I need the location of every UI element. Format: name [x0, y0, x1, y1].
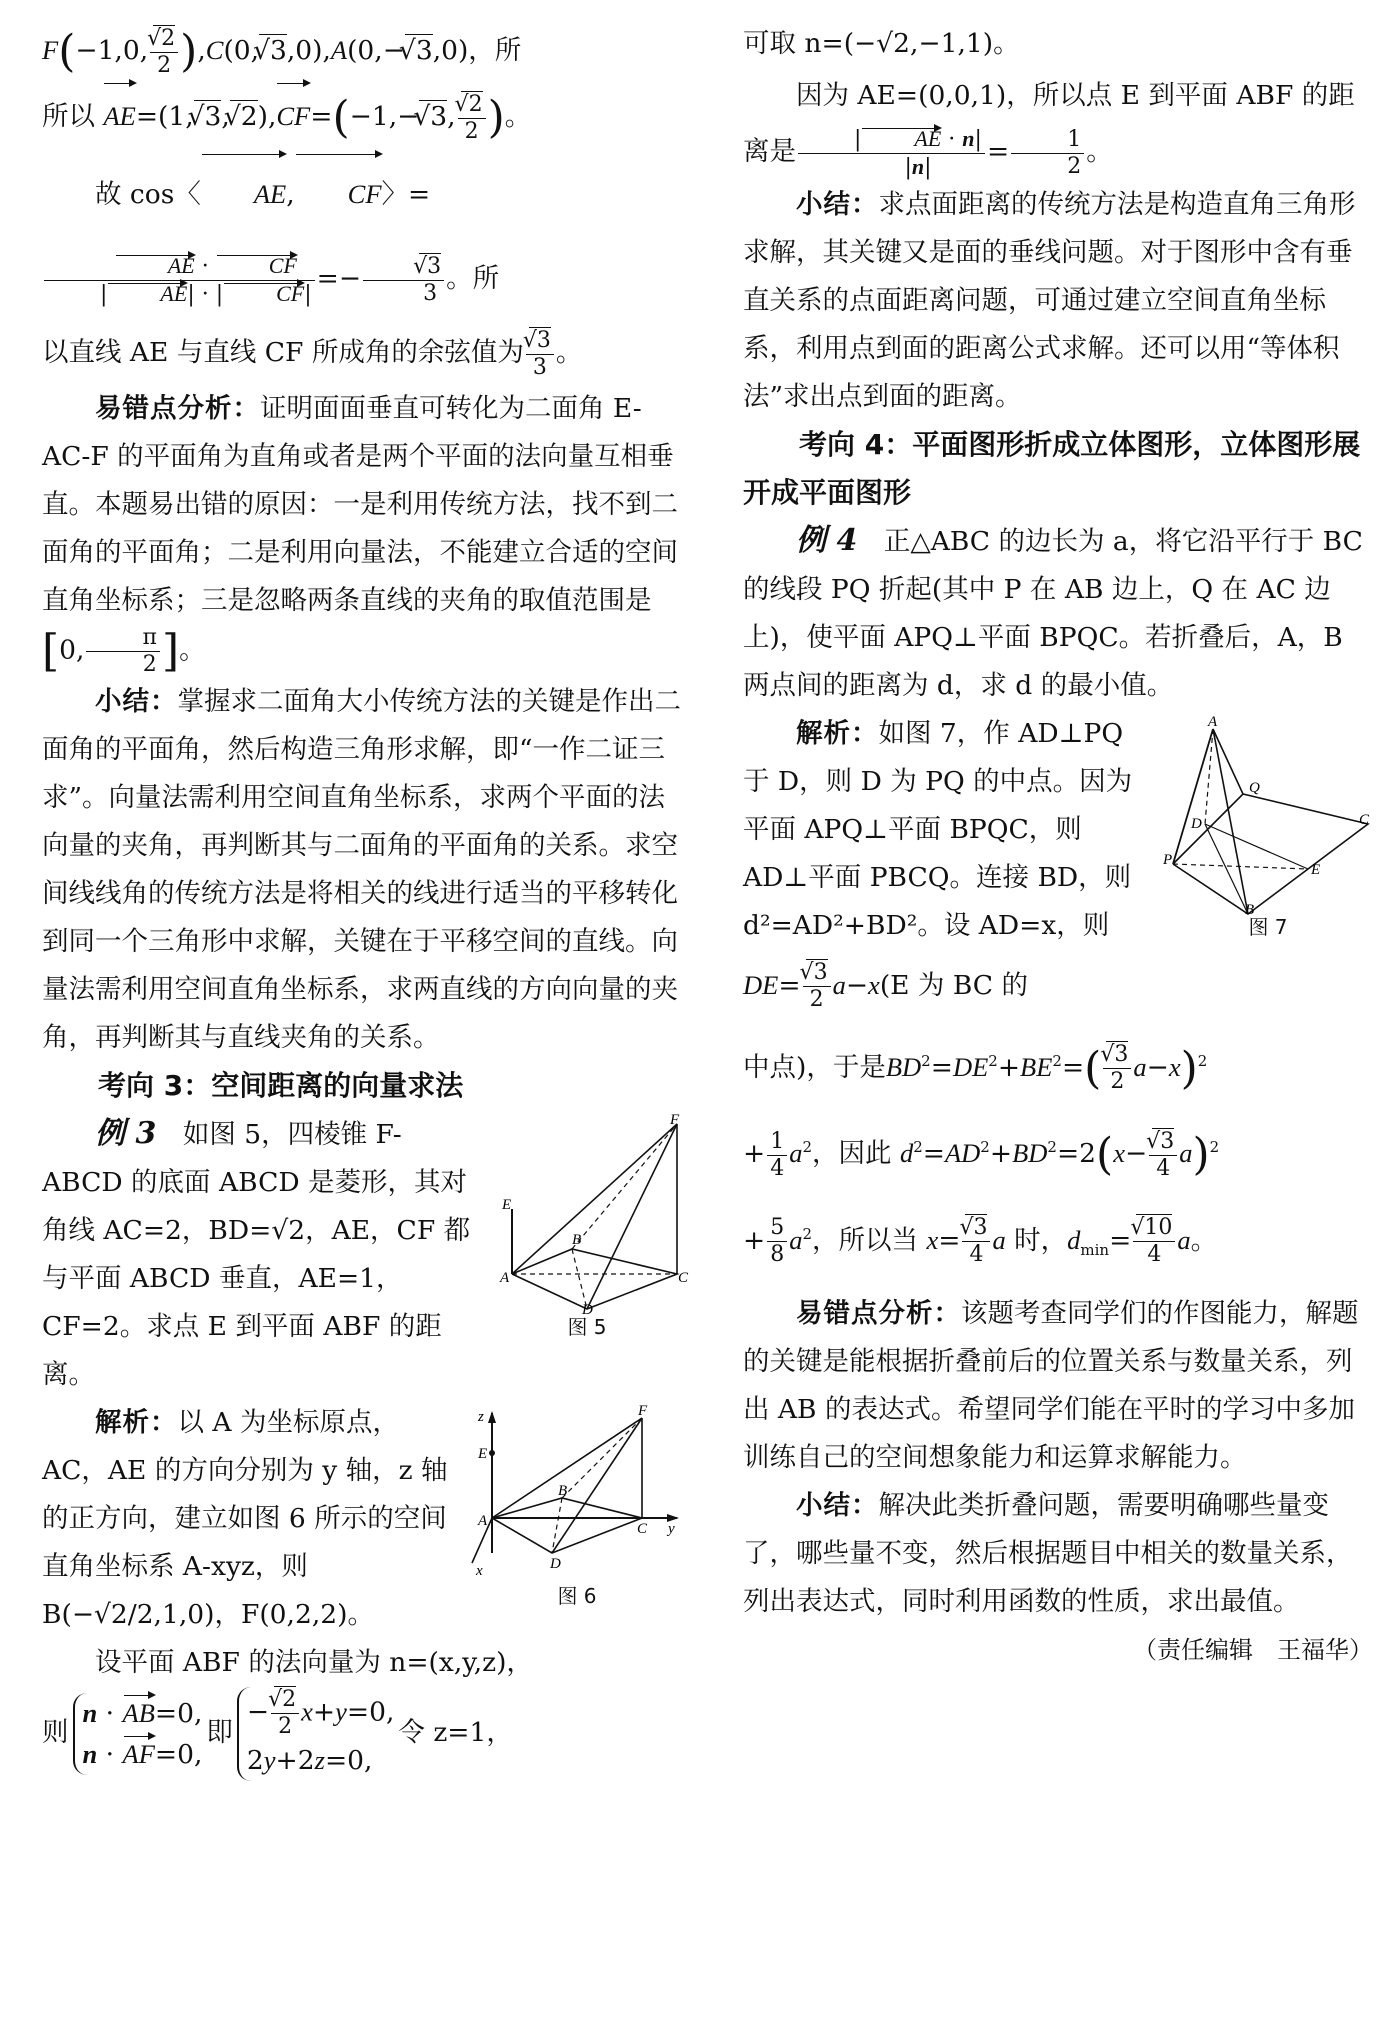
- coords-line: F(−1,0, √ $\frac{2}{2}$ ),C(0,√ 3,0),A(0,−√ 3,0)，所: [42, 20, 682, 81]
- yicuo-paragraph-2: 易错点分析：该题考查同学们的作图能力，解题的关键是能根据折叠前后的位置关系与数量关系，列出 AB 的表达式。希望同学们能在平时的学习中多加训练自己的空间想象能力和运算求解能力。: [743, 1298, 1359, 1474]
- example-3: 例 3 如图 5，四棱锥 F-ABCD 的底面 ABCD 是菱形，其对角线 AC=2，BD=√2，AE，CF 都与平面 ABCD 垂直，AE=1，CF=2。求点 E 到平面 ABF 的距离。: [42, 1116, 471, 1390]
- distance-line: 因为 AE=(0,0,1)，所以点 E 到平面 ABF 的距离是 $\frac{| AE \cdot n|}{|n|}$ = $\frac{1}{2}$ 。: [743, 80, 1355, 180]
- jiexi-3: 解析：以 A 为坐标原点，AC，AE 的方向分别为 y 轴，z 轴的正方向，建立如图 6 所示的空间直角坐标系 A-xyz，则 B(−√2/2,1,0)，F(0,2,2)。: [42, 1407, 448, 1630]
- cos-conclusion: 以直线 AE 与直线 CF 所成角的余弦值为 √ $\frac{3}{3}$ 。: [42, 321, 682, 385]
- xiaojie-paragraph-2: 小结：求点面距离的传统方法是构造直角三角形求解，其关键又是面的垂线问题。对于图形中含有垂直关系的点面距离问题，可通过建立空间直角坐标系，利用点到面的距离公式求解。还可以用“等体积法”求出点到面的距离。: [743, 188, 1356, 412]
- right-column: [743, 20, 1373, 1674]
- cos-line: 故 cos〈 AE, CF〉= $\frac{AE \cdot CF}{| AE| \cdot | CF|}$ =− √ $\frac{3}{3}$ 。所: [42, 152, 682, 321]
- fig5-caption: 图 5: [567, 1315, 607, 1339]
- section-4-title: 考向 4：平面图形折成立体图形，立体图形展开成平面图形: [743, 427, 1361, 509]
- xiaojie-paragraph-3: 小结：解决此类折叠问题，需要明确哪些量变了，哪些量不变，然后根据题目中相关的数量关系，列出表达式，同时利用函数的性质，求出最值。: [743, 1490, 1353, 1618]
- svg-text:y: y: [668, 1521, 675, 1537]
- svg-text:C: C: [678, 1270, 689, 1286]
- svg-text:x: x: [476, 1563, 483, 1579]
- svg-text:C: C: [1359, 811, 1370, 828]
- vectors-line: 所以 AE=(1,√ 3,√ 2),CF=(−1,−√ 3, √ $\frac{2}{2}$ )。: [42, 81, 682, 152]
- svg-text:E: E: [478, 1446, 488, 1462]
- example-4: 例 4 正△ABC 的边长为 a，将它沿平行于 BC 的线段 PQ 折起(其中 P 在 AB 边上，Q 在 AC 边上)，使平面 APQ⊥平面 BPQC。若折叠后，A，B 两点间的距离为 d，求 d 的最小值。: [743, 522, 1363, 701]
- figure-5: [492, 1112, 689, 1340]
- d2-line: + $\frac{1}{4}$ $a^2$，因此 $d^2=AD^2+BD^2=2(x-$ √ $\frac{3}{4}$ a)$^2$: [743, 1107, 1373, 1194]
- svg-text:B: B: [1245, 901, 1255, 918]
- svg-text:A: A: [500, 1270, 510, 1286]
- svg-text:P: P: [1163, 851, 1173, 868]
- left-column: [42, 20, 689, 1781]
- ex4-label: 例 4: [796, 522, 858, 558]
- de-line: DE= √ $\frac{3}{2}$ a−x(E 为 BC 的: [743, 950, 1373, 1021]
- svg-text:D: D: [1191, 815, 1202, 832]
- normal-vector-line: 设平面 ABF 的法向量为 n=(x,y,z)，: [95, 1647, 533, 1678]
- take-normal: 可取 n=(−√2,−1,1)。: [743, 28, 1020, 59]
- editor-credit: （责任编辑 王福华）: [1133, 1636, 1373, 1665]
- svg-text:A: A: [1208, 713, 1218, 730]
- system-line: 则n · AB=0, n · AF=0,即− √ $\frac{2}{2}$ x+y=0, 2y+2z=0,令 z=1，: [42, 1687, 682, 1781]
- fig6-caption: 图 6: [557, 1584, 597, 1608]
- yicuo-label: 易错点分析：: [95, 393, 260, 424]
- section-3-title: 考向 3：空间距离的向量求法: [98, 1069, 464, 1102]
- figure-7: [1163, 714, 1373, 940]
- svg-text:E: E: [1311, 861, 1321, 878]
- svg-text:C: C: [637, 1521, 648, 1537]
- svg-text:Q: Q: [1249, 779, 1260, 796]
- jiexi-4: 解析：如图 7，作 AD⊥PQ 于 D，则 D 为 PQ 的中点。因为平面 APQ⊥平面 BPQC，则 AD⊥平面 PBCQ。连接 BD，则 d²=AD²+BD²。设 AD=x，则: [743, 717, 1133, 941]
- fig7-caption: 图 7: [1248, 914, 1288, 939]
- yicuo-paragraph-1: 易错点分析：证明面面垂直可转化为二面角 E-AC-F 的平面角为直角或者是两个平面的法向量互相垂直。本题易出错的原因：一是利用传统方法，找不到二面角的平面角；二是利用向量法，不能建立合适的空间直角坐标系；三是忽略两条直线的夹角的取值范围是[0, $\frac{\pi}{2}$ ]。: [42, 393, 678, 677]
- bd-line: 中点)，于是$BD^2=DE^2+BE^2=$( √ $\frac{3}{2}$ a−x)$^2$: [743, 1021, 1373, 1108]
- ex3-label: 例 3: [95, 1116, 157, 1151]
- svg-text:F: F: [638, 1403, 648, 1419]
- svg-text:D: D: [582, 1302, 593, 1318]
- svg-text:A: A: [478, 1513, 488, 1529]
- dmin-line: + $\frac{5}{8}$ $a^2$，所以当 x= √ $\frac{3}{4}$ a 时，$d_{min}=$ √ $\frac{10}{4}$ a。: [743, 1194, 1373, 1290]
- xiaojie-paragraph-1: 小结：掌握求二面角大小传统方法的关键是作出二面角的平面角，然后构造三角形求解，即“一作二证三求”。向量法需利用空间直角坐标系，求两个平面的法向量的夹角，再判断其与二面角的平面角的关系。求空间线线角的传统方法是将相关的线进行适当的平移转化到同一个三角形中求解，关键在于平移空间的直线。向量法需利用空间直角坐标系，求两直线的方向向量的夹角，再判断其与直线夹角的关系。: [42, 686, 681, 1053]
- svg-text:B: B: [572, 1232, 582, 1248]
- svg-text:z: z: [478, 1409, 484, 1425]
- svg-text:E: E: [502, 1197, 512, 1213]
- figure-6: [472, 1403, 682, 1609]
- svg-text:D: D: [550, 1556, 561, 1572]
- svg-text:F: F: [670, 1112, 680, 1128]
- svg-text:B: B: [558, 1483, 568, 1499]
